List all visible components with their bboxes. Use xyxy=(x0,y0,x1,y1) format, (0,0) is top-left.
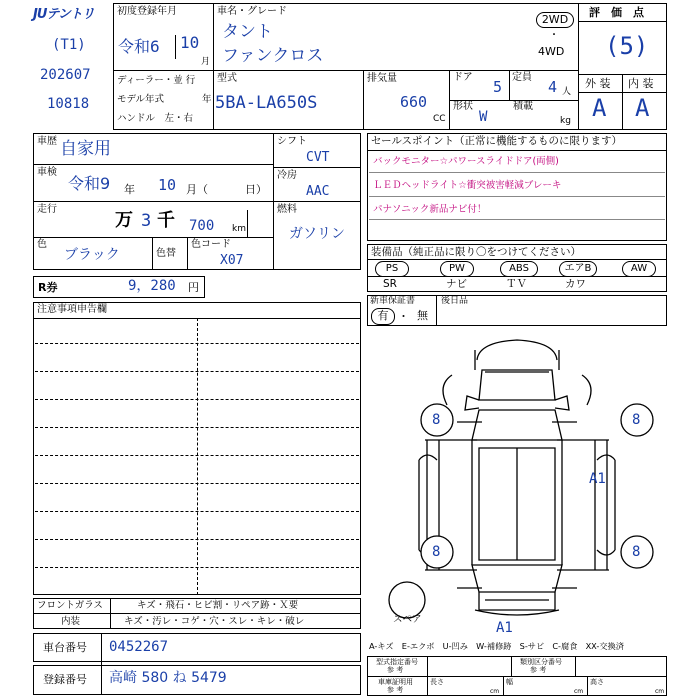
length-label: 長さ xyxy=(430,678,444,686)
car-grade: ファンクロス xyxy=(222,46,324,66)
height-cm: cm xyxy=(655,688,665,695)
damage-mark-fr: 8 xyxy=(632,412,641,428)
shaken-month: 10 xyxy=(158,176,177,194)
fuel-value: ガソリン xyxy=(289,226,345,242)
sales-line-2: ＬＥＤヘッドライト☆衝突被害軽減ブレーキ xyxy=(373,180,562,191)
model-code: 5BA-LA650S xyxy=(215,93,318,113)
handle-label: ハンドル 左・右 xyxy=(117,113,194,124)
aircon-label: 冷房 xyxy=(277,170,297,181)
interior-score: A xyxy=(635,94,650,122)
class-number-label: 類別区分番号 xyxy=(520,658,562,666)
drive-4wd-option: 4WD xyxy=(538,45,565,58)
color-code: X07 xyxy=(220,253,244,268)
doors: 5 xyxy=(493,78,503,96)
first-reg-era: 令和6 xyxy=(118,37,160,56)
color-change-label: 色替 xyxy=(156,248,176,259)
color-label: 色 xyxy=(37,239,47,250)
front-glass-value: キズ・飛石・ヒビ割・リペア跡・Ｘ要 xyxy=(137,600,299,611)
equip-pw: PW xyxy=(440,261,474,277)
mileage-unit: km xyxy=(232,224,246,234)
auction-number-2: 10818 xyxy=(47,96,90,112)
front-glass-label: フロントガラス xyxy=(37,600,103,611)
first-reg-month: 10 xyxy=(180,33,200,52)
car-damage-diagram xyxy=(367,330,667,630)
sales-line-3: パナソニック新品ナビ付！ xyxy=(373,204,487,215)
chassis-label: 車台番号 xyxy=(43,641,87,654)
equip-leather: カワ xyxy=(565,278,586,290)
damage-legend: A-キズ E-エクボ U-凹み W-補修跡 S-サビ C-腐食 XX-交換済 xyxy=(369,641,624,651)
aircon-value: AAC xyxy=(306,184,330,199)
type-designation-label: 型式指定番号 xyxy=(376,658,418,666)
kg-unit: kg xyxy=(560,116,571,126)
exterior-label: 外 装 xyxy=(585,77,611,90)
chassis-number: 0452267 xyxy=(109,639,169,655)
width-cm: cm xyxy=(574,688,584,695)
model-year-label: モデル年式 xyxy=(117,94,165,105)
brand-logo xyxy=(33,3,108,23)
warranty-sep: ・ xyxy=(398,310,409,323)
damage-mark-rr: 8 xyxy=(632,544,641,560)
registration-label: 登録番号 xyxy=(43,673,87,686)
shaken-day-unit: 日） xyxy=(245,183,267,196)
person-unit: 人 xyxy=(562,87,572,97)
equip-aw: AW xyxy=(622,261,656,277)
recycle-value: 9，280 xyxy=(128,278,176,294)
load-label: 積載 xyxy=(513,101,533,112)
registration-number: 高崎 580 ね 5479 xyxy=(109,670,227,686)
shape-label: 形状 xyxy=(453,101,473,112)
history-value: 自家用 xyxy=(60,139,111,159)
color-value: ブラック xyxy=(64,247,120,263)
garage-cert-label: 車庫証明用 xyxy=(378,678,413,686)
history-label: 車歴 xyxy=(37,136,57,147)
after-label: 後日品 xyxy=(441,296,469,306)
warranty-label: 新車保証書 xyxy=(370,296,416,306)
score-value: (5) xyxy=(605,32,649,60)
ref-1: 参 考 xyxy=(387,666,404,674)
car-name-label: 車名・グレード xyxy=(217,6,287,17)
dealer-label: ディーラー・並 行 xyxy=(117,75,196,86)
interior-condition-label: 内装 xyxy=(61,616,81,627)
model-label: 型式 xyxy=(217,73,237,84)
fuel-label: 燃料 xyxy=(277,204,297,215)
recycle-unit: 円 xyxy=(188,281,199,294)
brand-logo-text: JUテントリ xyxy=(33,7,94,22)
sales-line-1: バックモニター☆パワースライドドア(両側) xyxy=(373,156,559,167)
mileage-hundreds: 700 xyxy=(189,218,215,234)
shaken-era: 令和9 xyxy=(68,174,111,193)
warranty-no: 無 xyxy=(417,309,428,322)
warranty-yes: 有 xyxy=(371,308,395,325)
height-label: 高さ xyxy=(590,678,604,686)
interior-condition-value: キズ・汚レ・コゲ・穴・スレ・キレ・破レ xyxy=(124,616,305,627)
damage-mark-rl: 8 xyxy=(432,544,441,560)
capacity-label: 定員 xyxy=(512,72,532,83)
recycle-label: R券 xyxy=(38,281,58,294)
displacement-label: 排気量 xyxy=(367,73,397,84)
shift-label: シフト xyxy=(277,136,307,147)
capacity: 4 xyxy=(548,78,558,96)
damage-mark-fl: 8 xyxy=(432,412,441,428)
auction-number-1: 202607 xyxy=(40,67,91,83)
width-label: 幅 xyxy=(506,678,513,686)
shaken-month-unit: 月（ xyxy=(186,183,208,196)
equip-ps: PS xyxy=(375,261,409,277)
shift-value: CVT xyxy=(306,150,330,165)
interior-label: 内 装 xyxy=(628,77,654,90)
ref-2: 参 考 xyxy=(530,666,547,674)
length-cm: cm xyxy=(490,688,500,695)
lot-code: (T1) xyxy=(52,37,86,53)
mileage-man: 万 xyxy=(115,210,133,231)
score-label: 評 価 点 xyxy=(589,6,644,19)
ref-3: 参 考 xyxy=(387,686,404,694)
sales-point-title: セールスポイント（正常に機能するものに限ります） xyxy=(371,135,623,147)
first-reg-label: 初度登録年月 xyxy=(117,6,177,17)
damage-mark-side: A1 xyxy=(589,471,606,487)
notes-title: 注意事項申告欄 xyxy=(37,304,107,315)
shaken-year-unit: 年 xyxy=(124,183,135,196)
spare-label: スペア xyxy=(393,614,422,625)
year-unit: 年 xyxy=(202,94,212,105)
mileage-sen: 千 xyxy=(157,210,175,231)
equipment-title: 装備品（純正品に限り〇をつけてください） xyxy=(371,246,581,258)
month-unit: 月 xyxy=(201,57,211,67)
recycle-box xyxy=(33,276,205,298)
equip-abs: ABS xyxy=(500,261,538,277)
displacement: 660 xyxy=(400,93,428,111)
drive-2wd-option: 2WD xyxy=(536,12,574,28)
damage-mark-rear: A1 xyxy=(496,620,513,636)
door-label: ドア xyxy=(453,72,473,83)
shaken-label: 車検 xyxy=(37,167,57,178)
mileage-label: 走行 xyxy=(37,204,57,215)
equip-airbag: エアB xyxy=(559,261,597,277)
equip-tv: ＴＶ xyxy=(506,278,527,290)
equip-navi: ナビ xyxy=(446,278,467,290)
equip-sr: SR xyxy=(383,278,397,290)
shape: W xyxy=(479,109,488,125)
cc-unit: CC xyxy=(433,114,446,124)
first-registration-box xyxy=(113,3,214,130)
color-code-label: 色コード xyxy=(191,239,231,250)
mileage-digit: 3 xyxy=(141,211,152,231)
drive-dot: ・ xyxy=(549,30,559,41)
exterior-score: A xyxy=(592,94,607,122)
car-name: タント xyxy=(222,22,273,42)
